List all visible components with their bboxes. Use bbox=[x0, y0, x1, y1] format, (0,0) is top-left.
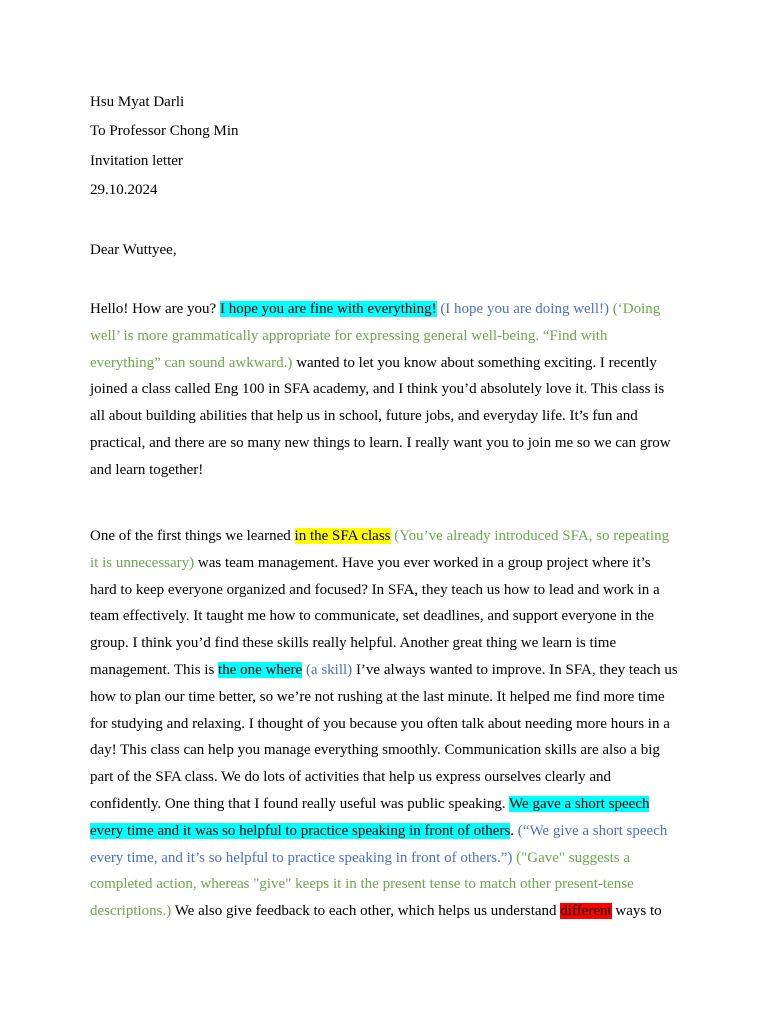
explanation-comment: ("Gave" suggests a completed action, whereas "give" keeps it in the present tense to match other present-tense descriptions.) bbox=[90, 849, 634, 920]
text-segment: I’ve always wanted to improve. In SFA, they teach us how to plan our time better, so we’re not rushing at the last minute. It helped me find more time for studying and relaxing. I thought of you because you often talk about needing more hours in a day! This class can help you manage everything smoothly. Communication skills are also a big part of the SFA class. We do lots of activities that help us express ourselves clearly and confidently. One thing that I found really useful was public speaking. bbox=[90, 661, 678, 812]
text-segment: We also give feedback to each other, which helps us understand bbox=[171, 903, 561, 920]
explanation-comment: (‘Doing well’ is more grammatically appropriate for expressing general well-being. “Find with everything” can sound awkward.) bbox=[90, 301, 661, 371]
text-segment: One of the first things we learned bbox=[90, 528, 295, 544]
text-segment: wanted to let you know about something exciting. I recently joined a class called Eng 100 in SFA academy, and I think you’d absolutely love it. This class is all about building abilities that help us in school, future jobs, and everyday life. It’s fun and practical, and there are so many new things to learn. I really want you to join me so we can grow and learn together! bbox=[90, 354, 671, 478]
paragraph-1 bbox=[90, 296, 680, 484]
highlighted-text: the one where bbox=[218, 661, 303, 678]
correction-comment: (“We give a short speech every time, and it’s so helpful to practice speaking in front of others.”) bbox=[90, 822, 668, 866]
greeting: Dear Wuttyee, bbox=[90, 242, 177, 258]
highlighted-text: different bbox=[560, 903, 612, 920]
correction-comment: (a skill) bbox=[302, 661, 353, 678]
text-segment: Hello! How are you? bbox=[90, 301, 220, 317]
highlighted-text: I hope you are fine with everything! bbox=[219, 301, 437, 317]
date-line: 29.10.2024 bbox=[90, 182, 158, 198]
text-segment: was team management. Have you ever worked in a group project where it’s hard to keep everyone organized and focused? In SFA, they teach us how to lead and work in a team effectively. It taught me how to communicate, set deadlines, and support everyone in the group. I think you’d find these skills really helpful. Another great thing we learn is time management. This is bbox=[90, 554, 660, 678]
explanation-comment: (You’ve already introduced SFA, so repeating it is unnecessary) bbox=[90, 528, 670, 571]
sender-name: Hsu Myat Darli bbox=[90, 94, 185, 110]
highlighted-text: We gave a short speech every time and it was so helpful to practice speaking in front of others bbox=[90, 795, 650, 839]
highlighted-text: in the SFA class bbox=[294, 528, 391, 544]
paragraph-2 bbox=[90, 523, 680, 925]
subject-line: Invitation letter bbox=[90, 153, 183, 169]
recipient-line: To Professor Chong Min bbox=[90, 123, 239, 139]
text-segment: ways to bbox=[611, 903, 662, 920]
correction-comment: (I hope you are doing well!) bbox=[436, 301, 610, 317]
text-segment: . bbox=[510, 822, 518, 839]
